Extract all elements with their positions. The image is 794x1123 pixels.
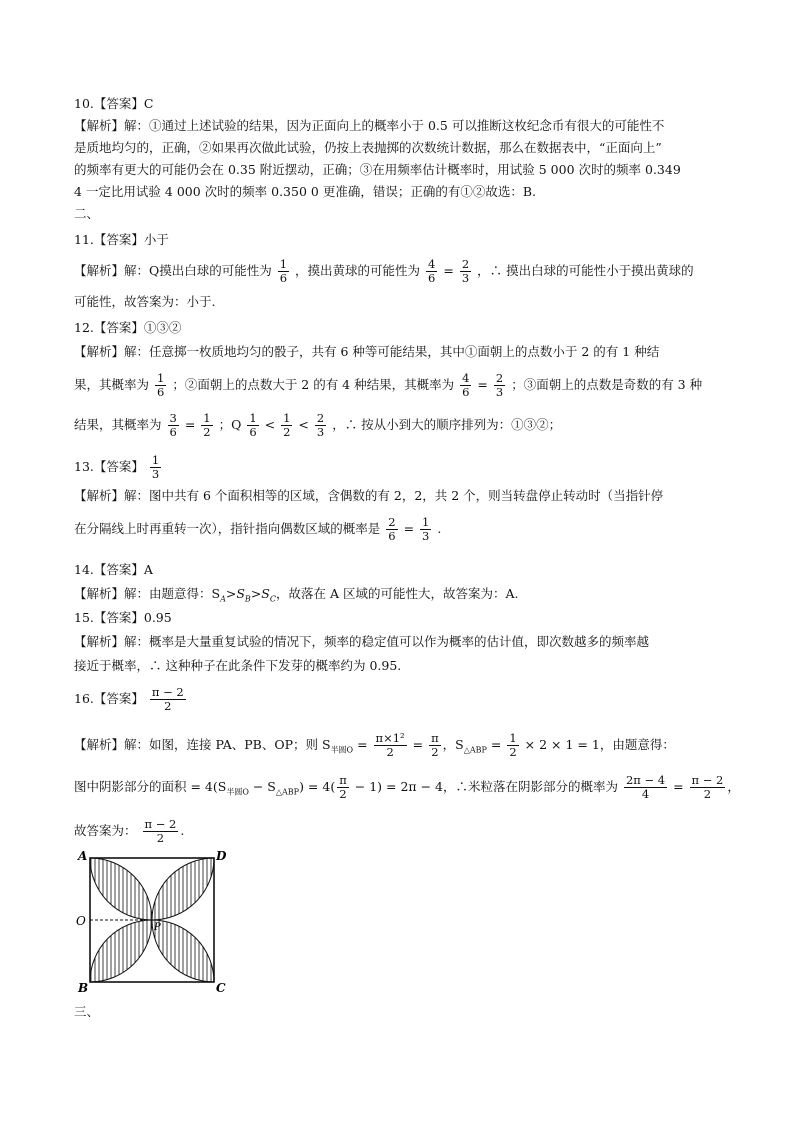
q12-text-1: 果，其概率为 xyxy=(74,377,150,392)
q14-text-2: ，故落在 A 区域的可能性大，故答案为：A. xyxy=(276,586,519,601)
fraction: $\frac{\pi}{2}$ xyxy=(431,731,439,759)
q11-text-3: ，∴ 摸出白球的可能性小于摸出黄球的 xyxy=(477,263,694,278)
q16-text-3: 故答案为： xyxy=(74,823,137,838)
equals-sign: = xyxy=(184,417,196,432)
label-p: P xyxy=(154,922,161,933)
fraction: $\frac{1}{2}$ xyxy=(509,731,517,759)
section-heading-3: 三、 xyxy=(74,1004,100,1019)
q14-answer: 14.【答案】A xyxy=(74,562,153,577)
q13-analysis-line-2 xyxy=(74,516,441,543)
fraction: $\frac{1}{2}$ xyxy=(283,411,291,439)
fraction: $\frac{1}{3}$ xyxy=(151,453,160,481)
section-heading-2: 二、 xyxy=(74,206,100,221)
q12-text-5: ；Q xyxy=(218,417,242,432)
equals-sign: = xyxy=(443,263,454,278)
label-c: C xyxy=(216,981,226,995)
q12-answer: 12.【答案】①③② xyxy=(74,320,182,335)
q16-analysis-line-1: 【解析】解：如图，连接 PA、PB、OP；则 $S_{半圆O}$ = $\frac{\text{π×1²}}{2}$ = $\frac{\pi}{2}$ ，$S_{\triangle ABP}$ = $\frac{1}{2}$ × 2 × 1 = 1，由题意得： xyxy=(74,731,675,759)
q16-text-2: × 2 × 1 = 1，由题意得： xyxy=(524,737,675,752)
fraction: $\frac{2\pi - 4}{4}$ xyxy=(625,773,666,801)
fraction: $\frac{2}{3}$ xyxy=(495,371,504,399)
q12-analysis-line-3 xyxy=(74,412,561,439)
label-a: A xyxy=(78,850,88,863)
q11-text-1: 【解析】解：Q摸出白球的可能性为 xyxy=(74,263,272,278)
q13-answer-line xyxy=(74,454,163,481)
fraction: $\frac{2}{3}$ xyxy=(316,411,325,439)
q12-text-4: 结果，其概率为 xyxy=(74,417,162,432)
q10-analysis-line-2: 是质地均匀的，正确，②如果再次做此试验，仍按上表抛掷的次数统计数据，那么在数据表中，“正面向上” xyxy=(74,140,662,155)
q16-answer: 16.【答案】 xyxy=(74,691,144,706)
q14-analysis-line: 【解析】解：由题意得：$S_A>S_B>S_C$，故落在 A 区域的可能性大，故答案为：A. xyxy=(74,586,519,604)
q13-text-1: 在分隔线上时再重转一次），指针指向偶数区域的概率是 xyxy=(74,521,381,536)
fraction: $\frac{\pi - 2}{2}$ xyxy=(144,817,177,845)
q11-answer: 11.【答案】小于 xyxy=(74,232,169,247)
square-petal-figure xyxy=(74,850,234,1000)
q15-analysis-line-2: 接近于概率，∴ 这种种子在此条件下发芽的概率约为 0.95. xyxy=(74,658,402,673)
q11-analysis-line-2: 可能性，故答案为：小于. xyxy=(74,294,216,309)
q16-text-1: 【解析】解：如图，连接 PA、PB、OP；则 S xyxy=(74,737,331,752)
q11-text-2: ，摸出黄球的可能性为 xyxy=(295,263,421,278)
fraction: $\frac{\pi}{2}$ xyxy=(339,773,347,801)
q12-text-2: ；②面朝上的点数大于 2 的有 4 种结果，其概率为 xyxy=(172,377,455,392)
fraction: $\frac{\text{π×1²}}{2}$ xyxy=(375,731,405,759)
q12-analysis-line-2 xyxy=(74,372,702,399)
period: . xyxy=(437,521,442,536)
label-b: B xyxy=(78,981,89,995)
fraction: $\frac{1}{6}$ xyxy=(157,371,165,399)
q13-analysis-line-1: 【解析】解：图中共有 6 个面积相等的区域，含偶数的有 2，2，共 2 个，则当转盘停止转动时（当指针停 xyxy=(74,488,664,503)
fraction: $\frac{4}{6}$ xyxy=(428,257,436,285)
fraction: $\frac{1}{2}$ xyxy=(203,411,211,439)
q10-analysis-line-1: 【解析】解：①通过上述试验的结果，因为正面向上的概率小于 0.5 可以推断这枚纪念币有很大的可能性不 xyxy=(74,118,665,133)
q12-text-3: ；③面朝上的点数是奇数的有 3 种 xyxy=(511,377,703,392)
q13-answer: 13.【答案】 xyxy=(74,459,144,474)
label-o: O xyxy=(76,914,86,928)
label-d: D xyxy=(216,850,227,863)
q16-answer-line xyxy=(74,686,188,713)
fraction: $\frac{1}{6}$ xyxy=(279,257,288,285)
fraction: $\frac{1}{3}$ xyxy=(422,515,430,543)
less-than-sign: < xyxy=(264,417,276,432)
q12-text-6: ，∴ 按从小到大的顺序排列为：①③②； xyxy=(332,417,562,432)
less-than-sign: < xyxy=(298,417,309,432)
q10-analysis-line-4: 4 一定比用试验 4 000 次时的频率 0.350 0 更准确，错误；正确的有①②故选：B. xyxy=(74,184,536,199)
q11-analysis-line-1 xyxy=(74,258,694,285)
equals-sign: = xyxy=(477,377,488,392)
q14-text-1: 【解析】解：由题意得：S xyxy=(74,586,221,601)
fraction: $\frac{2}{3}$ xyxy=(461,257,470,285)
q12-analysis-line-1: 【解析】解：任意掷一枚质地均匀的骰子，共有 6 种等可能结果，其中①面朝上的点数小于 2 的有 1 种结 xyxy=(74,344,660,359)
q16-analysis-line-2: 图中阴影部分的面积 = $4(S_{半圆O} - S_{\triangle ABP}) = 4$( $\frac{\pi}{2}$ − 1) = 2π − 4，∴米粒落在阴影部分的概率为 $\frac{2\pi - 4}{4}$ = $\frac{\pi - 2}{2}$ ， xyxy=(74,773,740,801)
fraction: $\frac{2}{6}$ xyxy=(388,515,396,543)
equals-sign: = xyxy=(403,521,415,536)
q10-analysis-line-3: 的频率有更大的可能仍会在 0.35 附近摆动，正确；③在用频率估计概率时，用试验 5 000 次时的频率 0.349 xyxy=(74,162,681,177)
q10-answer: 10.【答案】C xyxy=(74,96,154,111)
fraction: $\frac{4}{6}$ xyxy=(462,371,470,399)
fraction: $\frac{1}{6}$ xyxy=(249,411,257,439)
fraction: $\frac{\pi - 2}{2}$ xyxy=(691,773,724,801)
q16-analysis-line-3: 故答案为： $\frac{\pi - 2}{2}$ . xyxy=(74,817,185,845)
fraction: $\frac{3}{6}$ xyxy=(169,411,177,439)
q15-answer: 15.【答案】0.95 xyxy=(74,610,172,625)
q15-analysis-line-1: 【解析】解：概率是大量重复试验的情况下，频率的稳定值可以作为概率的估计值，即次数越多的频率越 xyxy=(74,634,650,649)
fraction: $\frac{\pi - 2}{2}$ xyxy=(151,685,184,713)
